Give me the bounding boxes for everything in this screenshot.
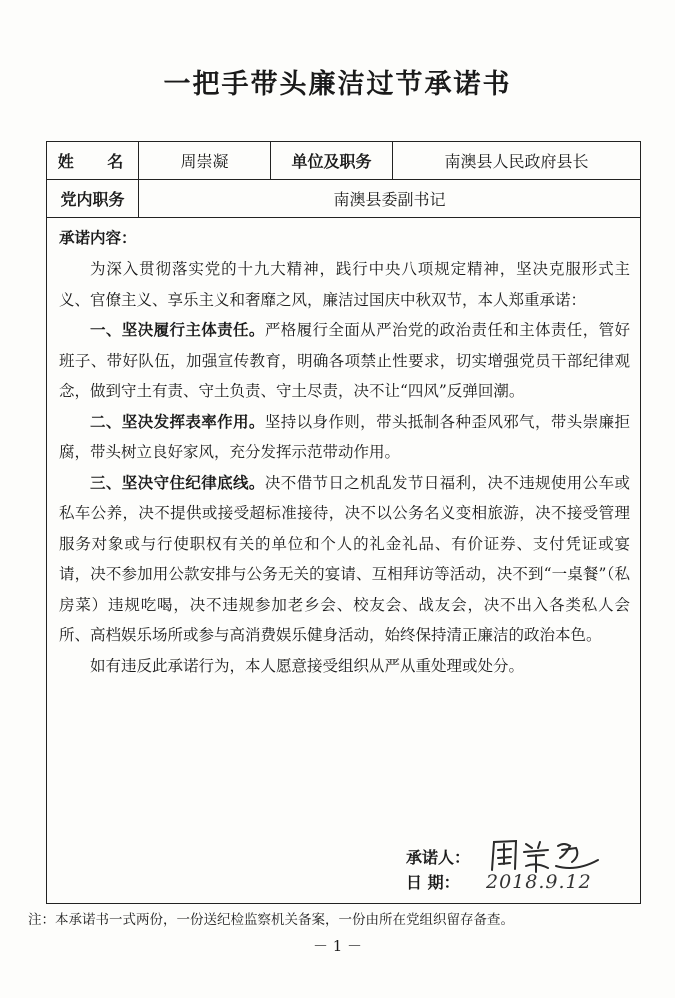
closing-paragraph: 如有违反此承诺行为，本人愿意接受组织从严从重处理或处分。 xyxy=(90,656,525,675)
document-title: 一把手带头廉洁过节承诺书 xyxy=(163,69,512,100)
date-line xyxy=(406,870,604,893)
commitment-1-heading: 一、坚决履行主体责任。 xyxy=(90,321,265,339)
commitment-form xyxy=(46,141,641,904)
form-row-party xyxy=(47,180,640,218)
commitment-3-heading: 三、坚决守住纪律底线。 xyxy=(90,473,265,492)
promisor-label: 承诺人： xyxy=(406,847,471,867)
commitment-3-body: 决不借节日之机乱发节日福利，决不违规使用公车或私车公养，决不提供或接受超标准接待，决不以公务名义变相旅游，决不接受管理服务对象或与行使职权有关的单位和个人的礼金礼品、有价证券、支付凭证或宴请，决不参加用公款安排与公务无关的宴请、互相拜访等活动，决不到“一桌餐”（私房菜）违规吃喝，决不违规参加老乡会、校友会、战友会，决不出入各类私人会所、高档娱乐场所或参与高消费娱乐健身活动，始终保持清正廉洁的政治本色。 xyxy=(59,473,630,644)
unit-value: 南澳县人民政府县长 xyxy=(444,152,589,171)
commitment-2-heading: 二、坚决发挥表率作用。 xyxy=(90,412,265,431)
party-role-label: 党内职务 xyxy=(47,180,139,217)
commitment-1-body: 严格履行全面从严治党的政治责任和主体责任，管好班子、带好队伍，加强宣传教育，明确各项禁止性要求，切实增强党员干部纪律观念，做到守土有责、守土负责、守土尽责，决不让“四风”反弹回潮。 xyxy=(59,321,630,400)
commitment-2-body: 坚持以身作则，带头抵制各种歪风邪气，带头崇廉拒腐，带头树立良好家风，充分发挥示范带动作用。 xyxy=(59,412,630,461)
form-row-identity xyxy=(47,142,640,180)
commitment-1 xyxy=(59,315,630,407)
intro-paragraph: 为深入贯彻落实党的十九大精神，践行中央八项规定精神，坚决克服形式主义、官僚主义、享乐主义和奢靡之风，廉洁过国庆中秋双节，本人郑重承诺： xyxy=(59,260,630,309)
footer-note: 注：本承诺书一式两份，一份送纪检监察机关备案，一份由所在党组织留存备查。 xyxy=(28,912,514,928)
commitment-3 xyxy=(59,468,630,651)
unit-label: 单位及职务 xyxy=(271,142,393,179)
content-label: 承诺内容： xyxy=(59,229,137,247)
name-value: 周崇凝 xyxy=(139,142,271,179)
name-label: 姓 名 xyxy=(47,142,139,179)
date-label: 日 期： xyxy=(406,873,460,892)
party-role-value: 南澳县委副书记 xyxy=(333,190,446,209)
date-value: 2018.9.12 xyxy=(486,870,592,893)
page-number: － 1 － xyxy=(312,937,363,955)
commitment-content xyxy=(47,218,640,681)
commitment-2 xyxy=(59,407,630,468)
